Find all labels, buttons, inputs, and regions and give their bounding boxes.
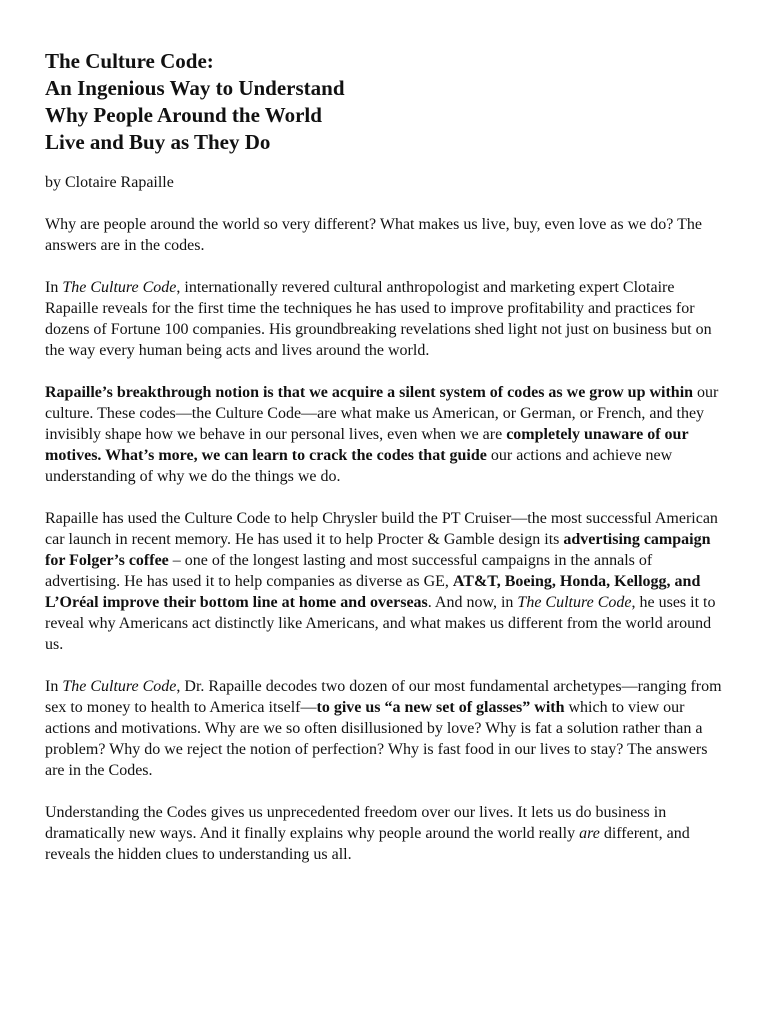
- paragraph-book-overview: [45, 277, 725, 361]
- book-title-italic: The Culture Code: [62, 279, 177, 296]
- bold-text-run: AT&T, Boeing, Honda, Kellogg, and L’Oréal improve their bottom line at home and overseas: [45, 573, 701, 611]
- text-run: – one of the longest lasting and most successful campaigns in the annals of advertising. He has used it to help companies as diverse as GE,: [45, 552, 653, 590]
- title-line-1: The Culture Code:: [45, 49, 214, 73]
- title-line-4: Live and Buy as They Do: [45, 130, 271, 154]
- text-run: Rapaille has used the Culture Code to help Chrysler build the PT Cruiser—the most successful American car launch in recent memory. He has used it to help Procter & Gamble design its: [45, 510, 718, 548]
- text-run: In: [45, 678, 63, 695]
- text-run: our actions and achieve new understanding of why we do the things we do.: [45, 447, 673, 485]
- bold-text-run: to give us “a new set of glasses” with: [316, 699, 565, 716]
- text-run: our culture. These codes—the Culture Code—are what make us American, or German, or French, and they invisibly shape how we behave in our personal lives, even when we are: [45, 384, 719, 443]
- paragraph-archetypes: [45, 676, 725, 781]
- text-run: In: [45, 279, 63, 296]
- book-title-italic: The Culture Code: [517, 594, 632, 611]
- text-run: Understanding the Codes gives us unprecedented freedom over our lives. It lets us do business in dramatically new ways. And it finally explains why people around the world really: [45, 804, 667, 842]
- paragraph-case-studies: [45, 508, 725, 655]
- text-run: . And now, in: [427, 594, 518, 611]
- text-run: which to view our actions and motivations. Why are we so often disillusioned by love? Why is fat a solution rather than a problem? Why do we reject the notion of perfection? Why is fast food in our lives to stay? The answers are in the Codes.: [45, 699, 708, 779]
- document-page: [45, 48, 725, 865]
- text-run: , he uses it to reveal why Americans act distinctly like Americans, and what makes us different from the world around us.: [45, 594, 716, 653]
- paragraph-conclusion: [45, 802, 725, 865]
- bold-text-run: completely unaware of our motives. What’s more, we can learn to crack the codes that guide: [45, 426, 689, 464]
- bold-text-run: advertising campaign for Folger’s coffee: [45, 531, 711, 569]
- book-title-italic: The Culture Code: [62, 678, 177, 695]
- paragraph-intro-text: Why are people around the world so very different? What makes us live, buy, even love as we do? The answers are in the codes.: [45, 216, 702, 254]
- paragraph-breakthrough-notion: [45, 382, 725, 487]
- text-run: , internationally revered cultural anthropologist and marketing expert Clotaire Rapaille reveals for the first time the techniques he has used to improve profitability and practices for dozens of Fortune 100 companies. His groundbreaking revelations shed light not just on business but on the way every human being acts and lives around the world.: [45, 279, 712, 359]
- text-run: different, and reveals the hidden clues to understanding us all.: [45, 825, 690, 863]
- bold-text-run: Rapaille’s breakthrough notion is that we acquire a silent system of codes as we grow up within: [45, 384, 694, 401]
- document-title: [45, 48, 725, 156]
- italic-text-run: are: [579, 825, 600, 842]
- text-run: , Dr. Rapaille decodes two dozen of our most fundamental archetypes—ranging from sex to money to health to America itself—: [45, 678, 722, 716]
- paragraph-intro: [45, 214, 725, 256]
- title-line-3: Why People Around the World: [45, 103, 322, 127]
- author-byline: by Clotaire Rapaille: [45, 174, 174, 191]
- title-line-2: An Ingenious Way to Understand: [45, 76, 345, 100]
